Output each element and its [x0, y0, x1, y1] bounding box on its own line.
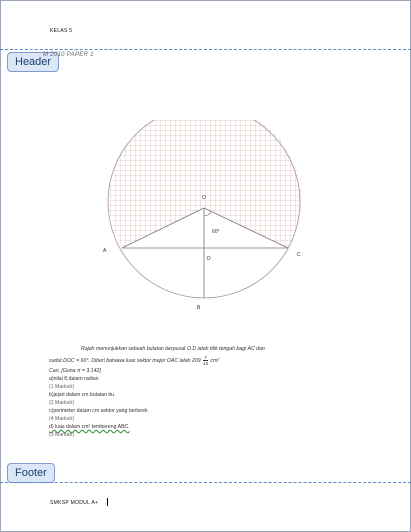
text-cursor: [107, 498, 108, 506]
circle-diagram: [100, 120, 310, 320]
part-b: b)jejari dalam cm bulatan itu.: [49, 392, 116, 398]
angle-arc: [204, 212, 211, 216]
part-a-mark: (1 Markah): [49, 384, 75, 390]
question-line-2: [49, 355, 219, 366]
footer-text[interactable]: SMKSP MODUL A+: [50, 500, 99, 506]
fraction: [203, 355, 208, 366]
fraction-numerator: 7: [204, 355, 207, 360]
label-d: D: [207, 256, 211, 262]
angle-label: 60°: [212, 229, 220, 235]
label-b: B: [197, 305, 201, 311]
header-boundary: [0, 49, 411, 50]
unit: cm²: [210, 357, 220, 364]
part-d: d) luas dalam cm² tembereng ABC.: [49, 424, 130, 430]
footer-tag[interactable]: Footer: [7, 463, 55, 483]
label-c: C: [297, 252, 301, 258]
header-tag[interactable]: Header: [7, 52, 59, 72]
label-a: A: [103, 248, 107, 254]
question-line-1: Rajah menunjukkan sebuah bulatan berpusat O.D ialah titik tengah bagi AC dan: [81, 346, 265, 352]
part-c: c)perimeter dalam cm sektor yang berlorek: [49, 408, 148, 414]
part-b-mark: (2 Markah): [49, 400, 75, 406]
label-o: O: [202, 195, 206, 201]
fraction-denominator: 15: [203, 361, 209, 366]
question-line-3: Cari, [Guna π = 3.142]: [49, 368, 101, 374]
part-c-mark: (4 Markah): [49, 416, 75, 422]
header-text[interactable]: KELAS 5: [50, 28, 73, 34]
part-d-mark: (3 Markah): [49, 432, 75, 438]
shaded-major-sector: [109, 120, 301, 248]
paper-title[interactable]: M 2010 PAPER 1: [43, 52, 94, 58]
part-a: a)nilai θ,dalam radian: [49, 376, 99, 382]
question-line-2-text: sudut DOC = 60°. Diberi bahawa luas sektor major OAC ialah 209: [49, 357, 201, 364]
footer-boundary: [0, 482, 411, 483]
